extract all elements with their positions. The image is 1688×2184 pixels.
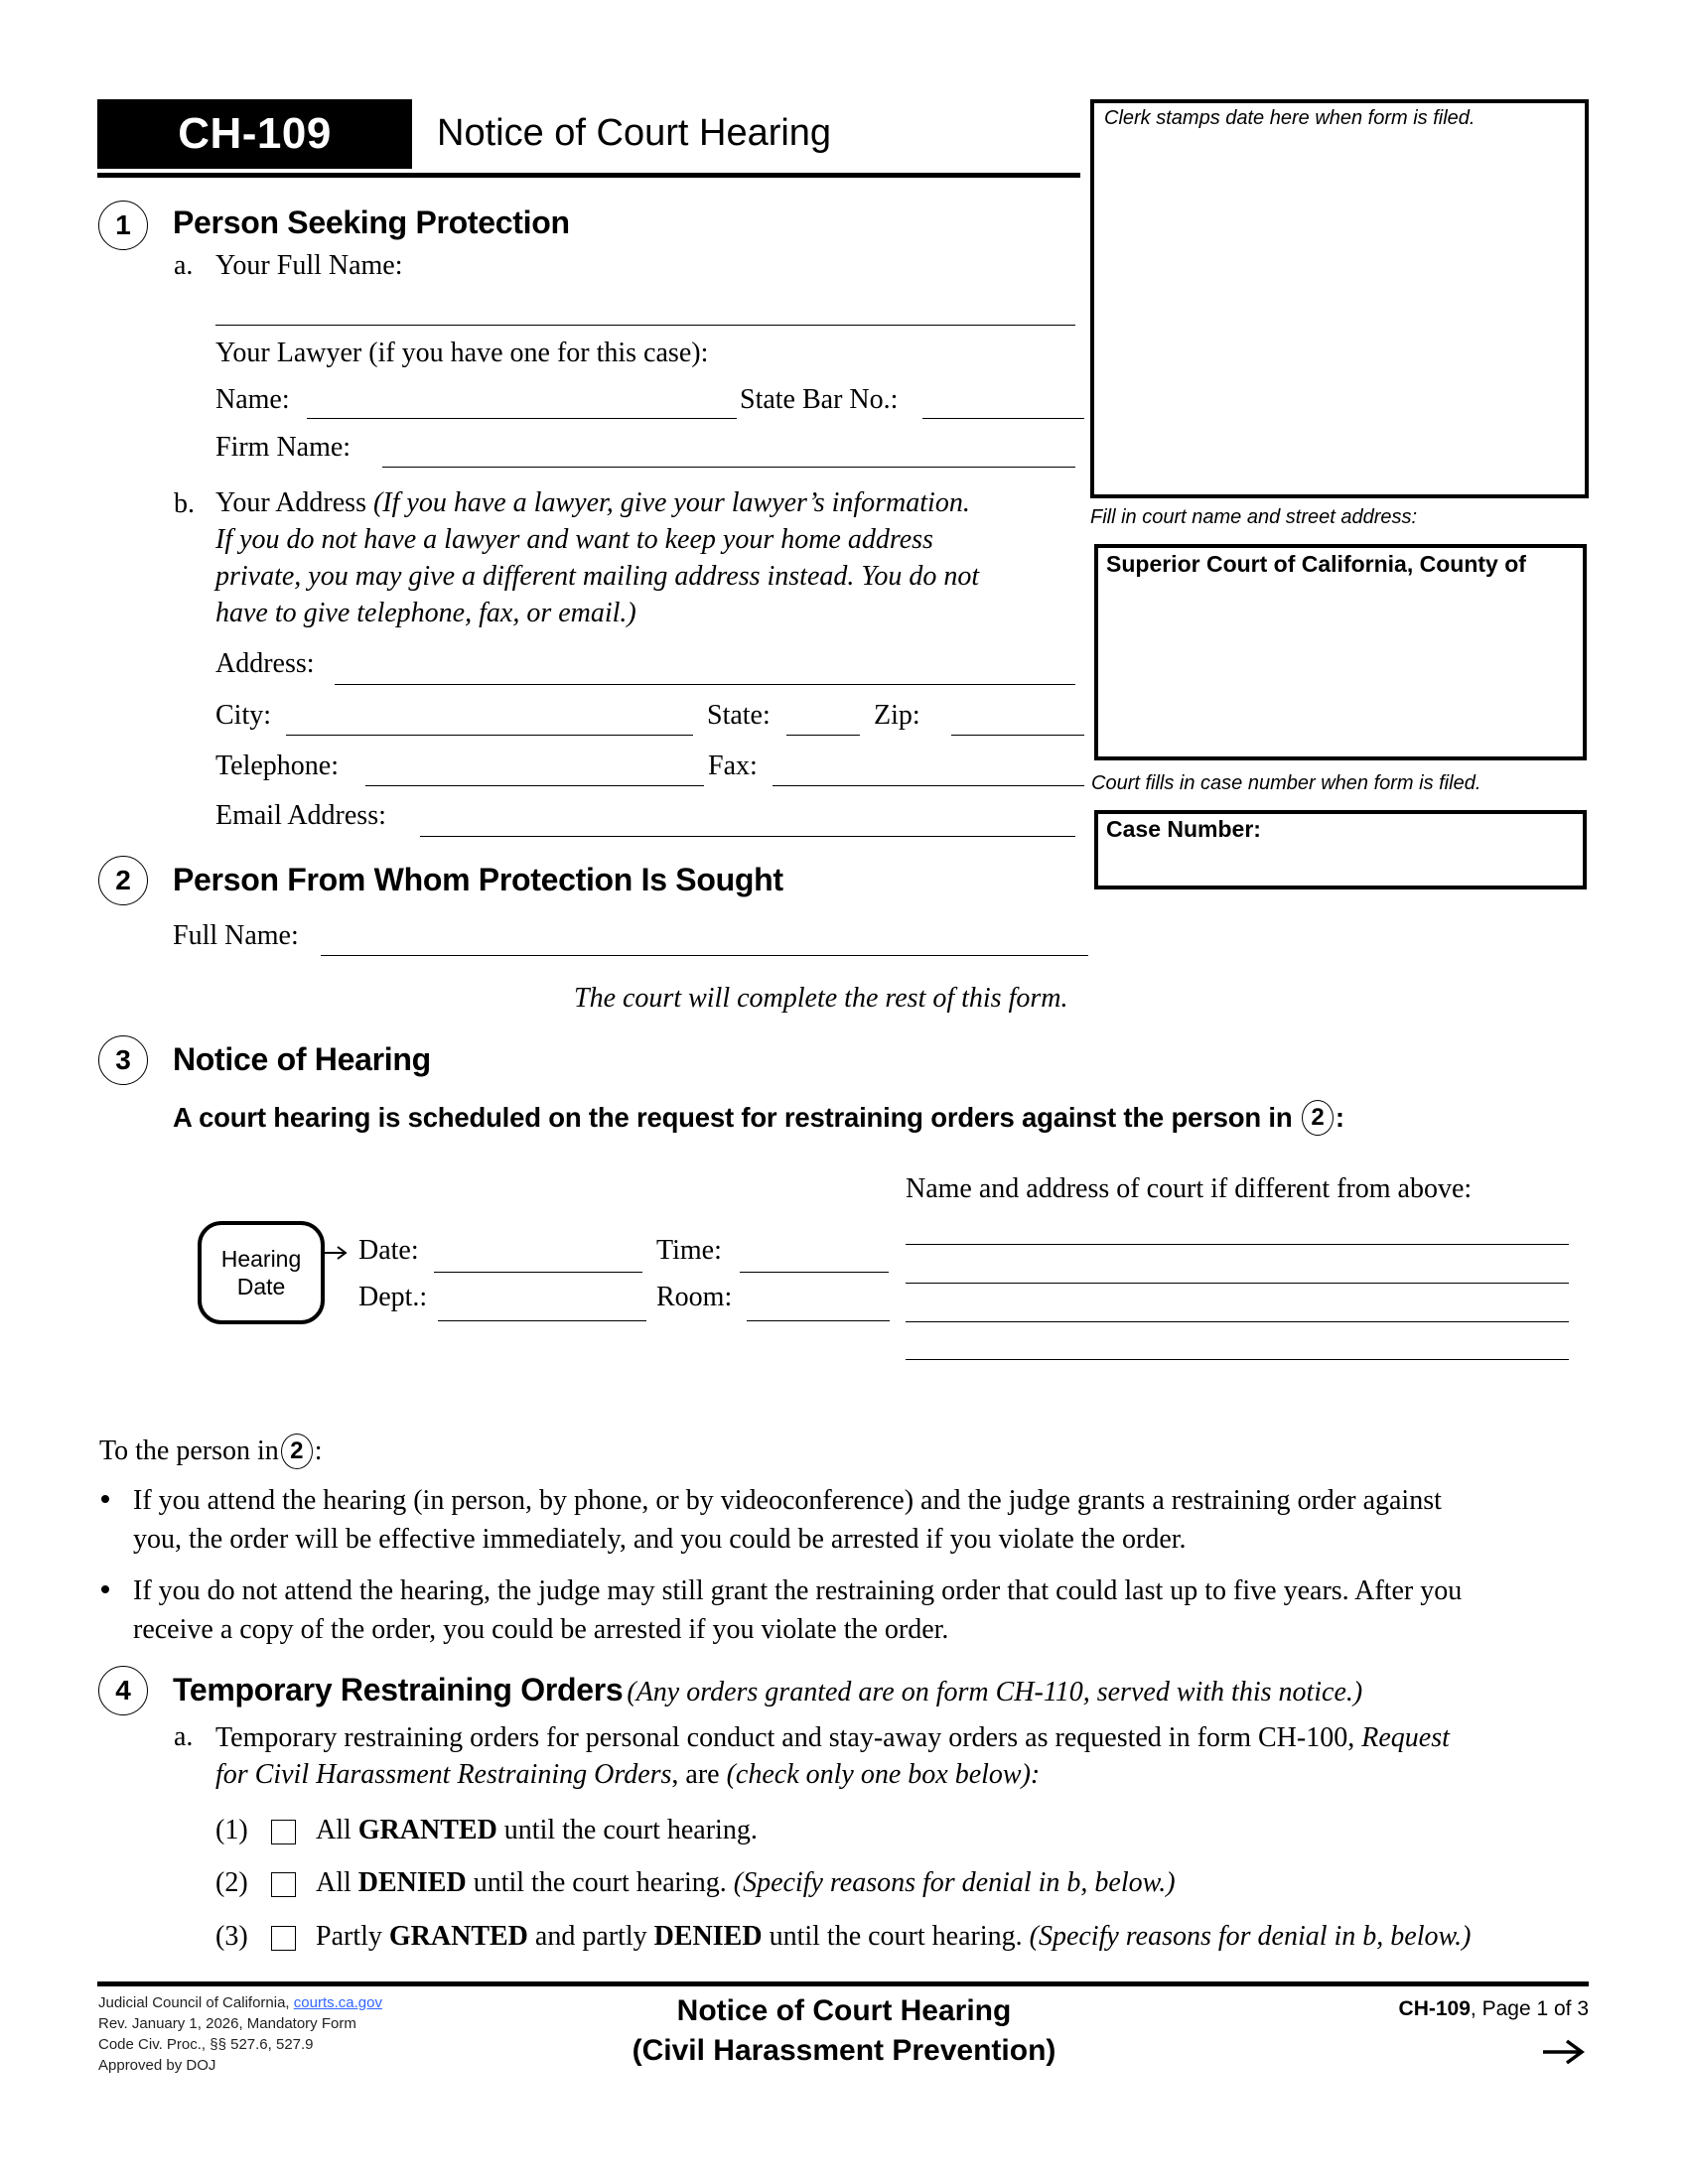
clerk-stamp-label: Clerk stamps date here when form is filed. <box>1104 107 1476 129</box>
lawyer-label: Your Lawyer (if you have one for this case): <box>215 338 709 368</box>
address-instructions <box>215 484 979 631</box>
bullet-1-text: If you attend the hearing (in person, by phone, or by videoconference) and the judge grants a restraining order against you, the order will be effective immediately, and you could be arrested if you violate the order. <box>133 1485 1442 1555</box>
zip-label: Zip: <box>874 700 920 731</box>
full-name-field[interactable] <box>215 325 1075 326</box>
clerk-stamp-box[interactable] <box>1090 99 1589 498</box>
footer-rule <box>97 1981 1589 1986</box>
address-note-3: private, you may give a different mailing address instead. You do not <box>215 561 980 592</box>
footer-title: Notice of Court Hearing (Civil Harassment Prevention) <box>632 1994 1056 2067</box>
other-court-label: Name and address of court if different from above: <box>906 1173 1473 1204</box>
state-bar-field[interactable] <box>922 418 1084 419</box>
other-court-line-4[interactable] <box>906 1359 1569 1360</box>
option-2-checkbox[interactable] <box>271 1872 296 1897</box>
item-4a-text: Temporary restraining orders for personal conduct and stay-away orders as requested in form CH-100, Request for Civil Harassment Restraining Orders, are (check only one box below): <box>215 1722 1450 1790</box>
footer-revision: Rev. January 1, 2026, Mandatory Form <box>98 2015 356 2032</box>
option-3-number: (3) <box>215 1921 248 1952</box>
hearing-box-line2: Date <box>236 1274 286 1299</box>
fax-field[interactable] <box>773 785 1084 786</box>
section-3-title: Notice of Hearing <box>173 1041 431 1077</box>
page-title: Notice of Court Hearing <box>437 112 832 154</box>
address-note-2: If you do not have a lawyer and want to keep your home address <box>215 524 933 555</box>
telephone-label: Telephone: <box>215 751 339 781</box>
telephone-field[interactable] <box>365 785 704 786</box>
court-name-box[interactable] <box>1094 544 1587 760</box>
court-complete-note: The court will complete the rest of this form. <box>574 983 1068 1014</box>
state-bar-label: State Bar No.: <box>740 384 899 415</box>
option-3-checkbox[interactable] <box>271 1926 296 1951</box>
item-b-marker: b. <box>174 488 195 519</box>
courts-website-link[interactable]: courts.ca.gov <box>293 1994 382 2011</box>
section-1-title: Person Seeking Protection <box>173 205 570 240</box>
date-label: Date: <box>358 1235 419 1266</box>
case-number-label: Case Number: <box>1106 816 1261 842</box>
other-court-line-3[interactable] <box>906 1321 1569 1322</box>
email-field[interactable] <box>420 836 1075 837</box>
option-2-number: (2) <box>215 1867 248 1898</box>
form-number: CH-109 <box>178 109 332 158</box>
room-label: Room: <box>656 1282 733 1312</box>
next-page-arrow-icon[interactable] <box>1541 2037 1585 2067</box>
address-note-1: (If you have a lawyer, give your lawyer’s information. <box>372 487 970 518</box>
address-note-4: have to give telephone, fax, or email.) <box>215 598 636 628</box>
section-4-title: Temporary Restraining Orders <box>173 1672 624 1707</box>
court-name-label: Superior Court of California, County of <box>1106 551 1526 577</box>
footer-approved: Approved by DOJ <box>98 2057 216 2074</box>
time-label: Time: <box>656 1235 722 1266</box>
court-name-instruction: Fill in court name and street address: <box>1090 506 1418 528</box>
firm-name-field[interactable] <box>382 467 1075 468</box>
option-1-checkbox[interactable] <box>271 1820 296 1844</box>
fax-label: Fax: <box>708 751 758 781</box>
option-1-number: (1) <box>215 1815 248 1845</box>
option-2-label: All DENIED until the court hearing. (Specify reasons for denial in b, below.) <box>316 1867 1176 1898</box>
full-name-label: Your Full Name: <box>215 250 403 281</box>
state-field[interactable] <box>786 735 860 736</box>
section-4-note: (Any orders granted are on form CH-110, served with this notice.) <box>627 1677 1363 1707</box>
header-rule <box>97 173 1080 178</box>
section-2-number: 2 <box>98 856 148 905</box>
lawyer-name-label: Name: <box>215 384 290 415</box>
section-4-heading <box>173 1672 1362 1708</box>
bullet-2-text: If you do not attend the hearing, the judge may still grant the restraining order that could last up to five years. After you receive a copy of the order, you could be arrested if you violate the order. <box>133 1575 1463 1645</box>
arrow-right-icon <box>325 1245 349 1261</box>
section-2-title: Person From Whom Protection Is Sought <box>173 862 783 897</box>
item-4a-marker: a. <box>174 1721 194 1752</box>
restrained-full-name-field[interactable] <box>321 955 1088 956</box>
case-number-box[interactable] <box>1094 810 1587 889</box>
restrained-full-name-label: Full Name: <box>173 920 299 951</box>
other-court-line-1[interactable] <box>906 1244 1569 1245</box>
bullet-icon <box>101 1585 109 1593</box>
section-4-number: 4 <box>98 1666 148 1715</box>
hearing-date-box <box>198 1221 325 1324</box>
case-number-instruction: Court fills in case number when form is filed. <box>1091 772 1481 794</box>
footer-page-number: CH-109, Page 1 of 3 <box>1398 1997 1589 2020</box>
city-field[interactable] <box>286 735 693 736</box>
dept-label: Dept.: <box>358 1282 428 1312</box>
section-3-number: 3 <box>98 1035 148 1085</box>
lawyer-name-field[interactable] <box>307 418 737 419</box>
address-label: Address: <box>215 648 315 679</box>
room-field[interactable] <box>747 1320 890 1321</box>
firm-name-label: Firm Name: <box>215 432 352 463</box>
date-field[interactable] <box>434 1272 642 1273</box>
time-field[interactable] <box>740 1272 889 1273</box>
email-label: Email Address: <box>215 800 386 831</box>
other-court-line-2[interactable] <box>906 1283 1569 1284</box>
option-3-label: Partly GRANTED and partly DENIED until the court hearing. (Specify reasons for denial in b, below.) <box>316 1921 1472 1952</box>
item-a-marker: a. <box>174 250 194 281</box>
section-2-reference: 2 <box>281 1433 313 1469</box>
address-heading: Your Address <box>215 487 366 518</box>
footer-code: Code Civ. Proc., §§ 527.6, 527.9 <box>98 2036 314 2053</box>
section-2-reference: 2 <box>1302 1100 1334 1136</box>
state-label: State: <box>707 700 771 731</box>
address-field[interactable] <box>335 684 1075 685</box>
hearing-box-line1: Hearing <box>220 1246 302 1272</box>
dept-field[interactable] <box>438 1320 646 1321</box>
city-label: City: <box>215 700 272 731</box>
form-number-badge <box>97 99 412 169</box>
bullet-icon <box>101 1495 109 1503</box>
footer-meta: Judicial Council of California, courts.ca.gov Rev. January 1, 2026, Mandatory Form Code Civ. Proc., §§ 527.6, 527.9 Approved by DOJ <box>98 1994 382 2074</box>
section-1-number: 1 <box>98 201 148 250</box>
to-person-label: To the person in 2 : <box>99 1432 323 1471</box>
hearing-scheduled-text: A court hearing is scheduled on the request for restraining orders against the person in 2 : <box>173 1100 1344 1138</box>
option-1-label: All GRANTED until the court hearing. <box>316 1815 758 1845</box>
zip-field[interactable] <box>951 735 1084 736</box>
